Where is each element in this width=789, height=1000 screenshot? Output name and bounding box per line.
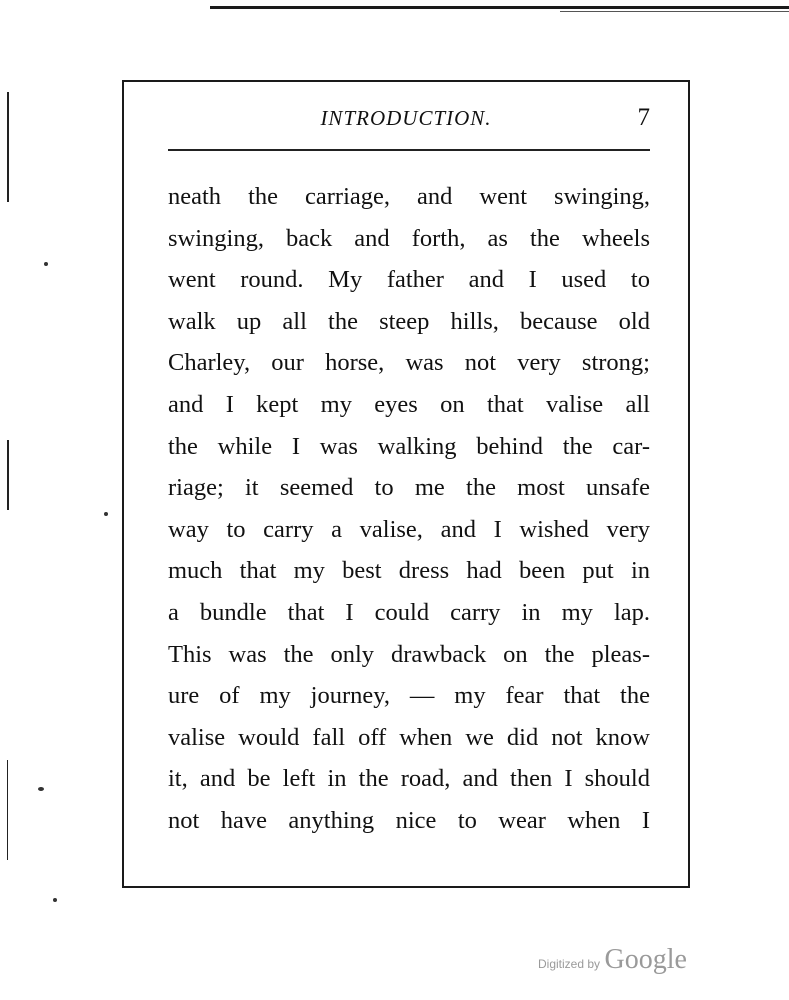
scan-speck	[53, 898, 57, 902]
text-line: it, and be left in the road, and then I should	[168, 765, 650, 793]
text-line: walk up all the steep hills, because old	[168, 307, 650, 335]
text-line: a bundle that I could carry in my lap.	[168, 598, 650, 626]
text-line: riage; it seemed to me the most unsafe	[168, 474, 650, 502]
text-line: and I kept my eyes on that valise all	[168, 390, 650, 418]
running-title: INTRODUCTION.	[320, 106, 492, 130]
text-line: much that my best dress had been put in	[168, 557, 650, 585]
binding-edge-mark	[7, 760, 8, 860]
text-line: valise would fall off when we did not know	[168, 723, 650, 751]
digitized-watermark	[538, 944, 687, 976]
text-line: Charley, our horse, was not very strong;	[168, 349, 650, 377]
scan-speck	[38, 787, 44, 791]
text-line: not have anything nice to wear when I	[168, 806, 650, 834]
page-number: 7	[637, 104, 650, 131]
scan-speck	[104, 512, 108, 516]
text-line: swinging, back and forth, as the wheels	[168, 224, 650, 252]
scan-speck	[44, 262, 48, 266]
top-edge-rule	[210, 6, 789, 9]
running-header	[124, 104, 688, 134]
header-rule	[168, 149, 650, 151]
binding-edge-mark	[7, 92, 9, 202]
text-line: ure of my journey, — my fear that the	[168, 682, 650, 710]
body-text	[168, 176, 650, 842]
text-line: This was the only drawback on the pleas-	[168, 640, 650, 668]
page-frame	[122, 80, 690, 888]
text-line: way to carry a valise, and I wished very	[168, 515, 650, 543]
text-line: went round. My father and I used to	[168, 266, 650, 294]
top-edge-rule-thin	[560, 11, 789, 12]
text-line: neath the carriage, and went swinging,	[168, 183, 650, 210]
watermark-prefix: Digitized by	[538, 957, 601, 971]
binding-edge-mark	[7, 440, 9, 510]
google-logo: Google	[604, 944, 687, 975]
text-line: the while I was walking behind the car-	[168, 432, 650, 460]
